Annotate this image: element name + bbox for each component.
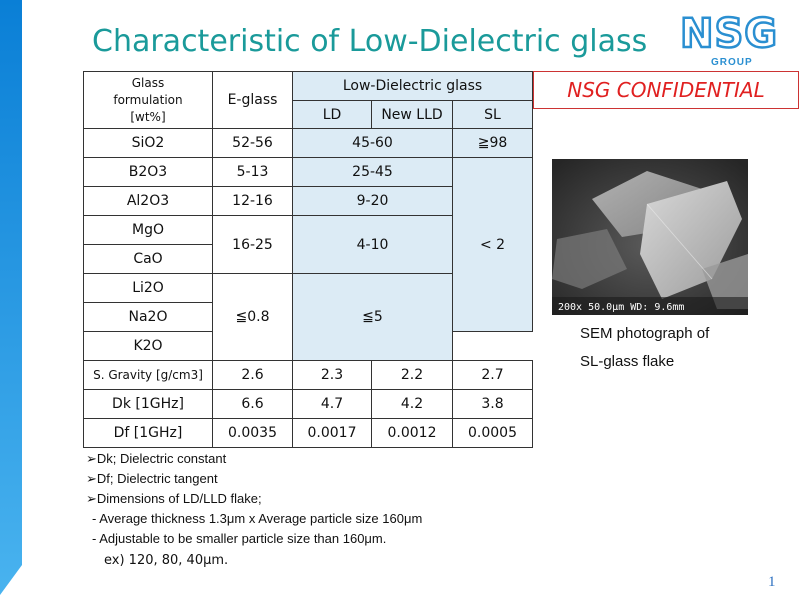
note-example: ex) 120, 80, 40μm.	[104, 553, 229, 568]
sem-photograph	[552, 159, 748, 315]
cell-sg-sl: 2.7	[453, 361, 533, 390]
cell-df-newlld: 0.0012	[372, 419, 453, 448]
header-glass-formulation: Glass formulation [wt%]	[84, 72, 213, 129]
note-df: ➢Df; Dielectric tangent	[86, 471, 218, 486]
sem-overlay-text: 200x 50.0μm WD: 9.6mm	[558, 302, 685, 313]
cell-sio2-sl: ≧98	[453, 129, 533, 158]
caption-line-2: SL-glass flake	[580, 353, 675, 370]
logo-group-text: GROUP	[711, 57, 753, 68]
nsg-logo	[680, 12, 784, 72]
cell-sg-eglass: 2.6	[213, 361, 293, 390]
cell-alkali-eglass: ≦0.8	[213, 274, 293, 361]
note-dimensions: ➢Dimensions of LD/LLD flake;	[86, 491, 262, 506]
composition-table	[83, 71, 533, 448]
cell-mgo-cao-eglass: 16-25	[213, 216, 293, 274]
photo-caption	[580, 320, 709, 376]
note-adjustable: - Adjustable to be smaller particle size than 160μm.	[92, 531, 387, 546]
notes-block	[86, 449, 422, 571]
row-label-k2o: K2O	[84, 332, 213, 361]
row-label-b2o3: B2O3	[84, 158, 213, 187]
cell-sio2-eglass: 52-56	[213, 129, 293, 158]
cell-sg-newlld: 2.2	[372, 361, 453, 390]
cell-dk-ld: 4.7	[293, 390, 372, 419]
left-accent-bar	[0, 0, 26, 600]
row-label-sio2: SiO2	[84, 129, 213, 158]
row-label-df: Df [1GHz]	[84, 419, 213, 448]
cell-dk-sl: 3.8	[453, 390, 533, 419]
row-label-mgo: MgO	[84, 216, 213, 245]
cell-dk-eglass: 6.6	[213, 390, 293, 419]
cell-al2o3-ld: 9-20	[293, 187, 453, 216]
header-low-dielectric-group: Low-Dielectric glass	[293, 72, 533, 101]
header-new-lld: New LLD	[372, 101, 453, 129]
cell-alkali-ld: ≦5	[293, 274, 453, 361]
logo-text: NSG	[680, 11, 779, 57]
cell-sio2-ld: 45-60	[293, 129, 453, 158]
note-thickness: - Average thickness 1.3μm x Average particle size 160μm	[92, 511, 423, 526]
cell-b2o3-eglass: 5-13	[213, 158, 293, 187]
slide-title: Characteristic of Low-Dielectric glass	[92, 24, 648, 59]
cell-al2o3-eglass: 12-16	[213, 187, 293, 216]
row-label-s-gravity: S. Gravity [g/cm3]	[84, 361, 213, 390]
cell-mgo-cao-ld: 4-10	[293, 216, 453, 274]
cell-b2o3-ld: 25-45	[293, 158, 453, 187]
page-number: 1	[768, 574, 776, 590]
row-label-dk: Dk [1GHz]	[84, 390, 213, 419]
confidential-label: NSG CONFIDENTIAL	[533, 71, 799, 109]
row-label-li2o: Li2O	[84, 274, 213, 303]
cell-df-eglass: 0.0035	[213, 419, 293, 448]
note-dk: ➢Dk; Dielectric constant	[86, 451, 227, 466]
cell-dk-newlld: 4.2	[372, 390, 453, 419]
header-eglass: E-glass	[213, 72, 293, 129]
header-ld: LD	[293, 101, 372, 129]
cell-sl-minor: < 2	[453, 158, 533, 332]
caption-line-1: SEM photograph of	[580, 325, 710, 342]
header-sl: SL	[453, 101, 533, 129]
cell-df-ld: 0.0017	[293, 419, 372, 448]
sem-flake-image	[552, 159, 748, 315]
row-label-cao: CaO	[84, 245, 213, 274]
cell-df-sl: 0.0005	[453, 419, 533, 448]
row-label-al2o3: Al2O3	[84, 187, 213, 216]
row-label-na2o: Na2O	[84, 303, 213, 332]
cell-sg-ld: 2.3	[293, 361, 372, 390]
